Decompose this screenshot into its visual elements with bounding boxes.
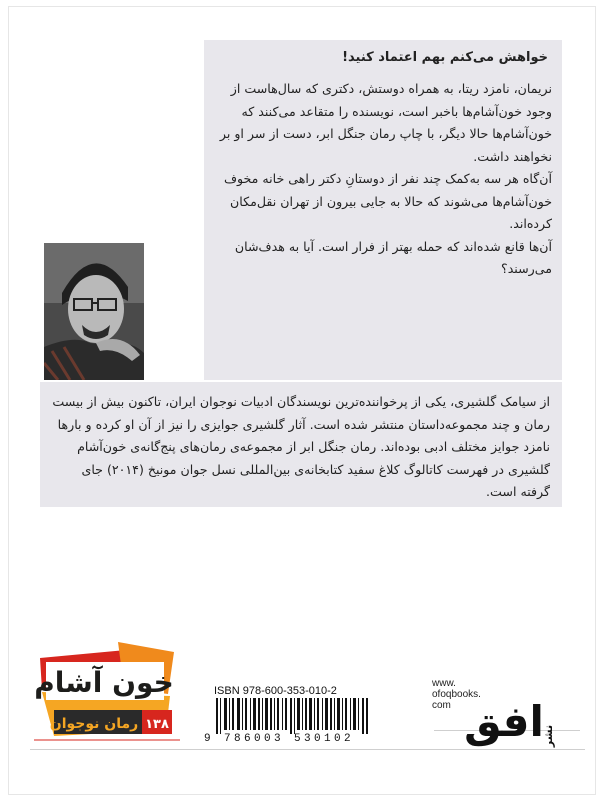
publisher-logo [432,670,582,750]
series-number: ۱۳۸ [145,717,169,732]
series-logo [32,640,182,745]
author-photo [44,243,144,380]
publisher-prefix: نشر [542,724,555,748]
isbn-label: ISBN 978-600-353-010-2 [214,685,337,697]
isbn-barcode [216,698,368,734]
series-title: خون آشام [34,666,174,699]
blurb-body [214,78,552,281]
isbn-digits: 9 786003 530102 [204,733,355,745]
bottom-rule [30,749,585,750]
blurb-paragraph: آن‌گاه هر سه به‌کمک چند نفر از دوستانِ دکتر راهی خانه مخوف خون‌آشام‌ها می‌شوند که حالا به جایی بیرون از تهران نقل‌مکان کرده‌اند. [223,171,552,231]
blurb-paragraph: نریمان، نامزد ریتا، به همراه دوستش، دکتری که سال‌هاست از وجود خون‌آشام‌ها باخبر است، نویسنده را متقاعد می‌کنند که خون‌آشام‌ها حالا دیگر، با چاپ رمان جنگل ابر، دست از سر او بر نخواهند داشت. [219,81,552,164]
author-bio [52,391,550,504]
series-subtitle: رمان نوجوان [49,716,139,732]
author-bio-box [40,382,562,507]
blurb-box [204,40,562,380]
publisher-url-line: ofoqbooks. [432,689,481,700]
publisher-url-line: www. [432,678,456,689]
blurb-heading: خواهش می‌کنم بهم اعتماد کنید! [342,50,548,65]
publisher-url-line: com [432,700,451,711]
blurb-paragraph: آن‌ها قانع شده‌اند که حمله بهتر از فرار است. آیا به هدف‌شان می‌رسند؟ [234,238,552,276]
publisher-name: افق [464,697,544,746]
bio-paragraph: از سیامک گلشیری، یکی از پرخواننده‌ترین نویسندگان ادبیات نوجوان ایران، تاکنون بیش از بیست رمان و چند مجموعه‌داستان منتشر شده است. آثار گلشیری جوایزی را نیز از آن او کرده و بارها نامزد جوایز مختلف ادبی بوده‌اند. رمان جنگل ابر از مجموعه‌ی رمان‌های پنج‌گانه‌ی خون‌آشام گلشیری در فهرست کاتالوگ کلاغ سفید کتابخانه‌ی بین‌المللی نسل جوان مونیخ (۲۰۱۴) جای گرفته است. [52,394,550,499]
